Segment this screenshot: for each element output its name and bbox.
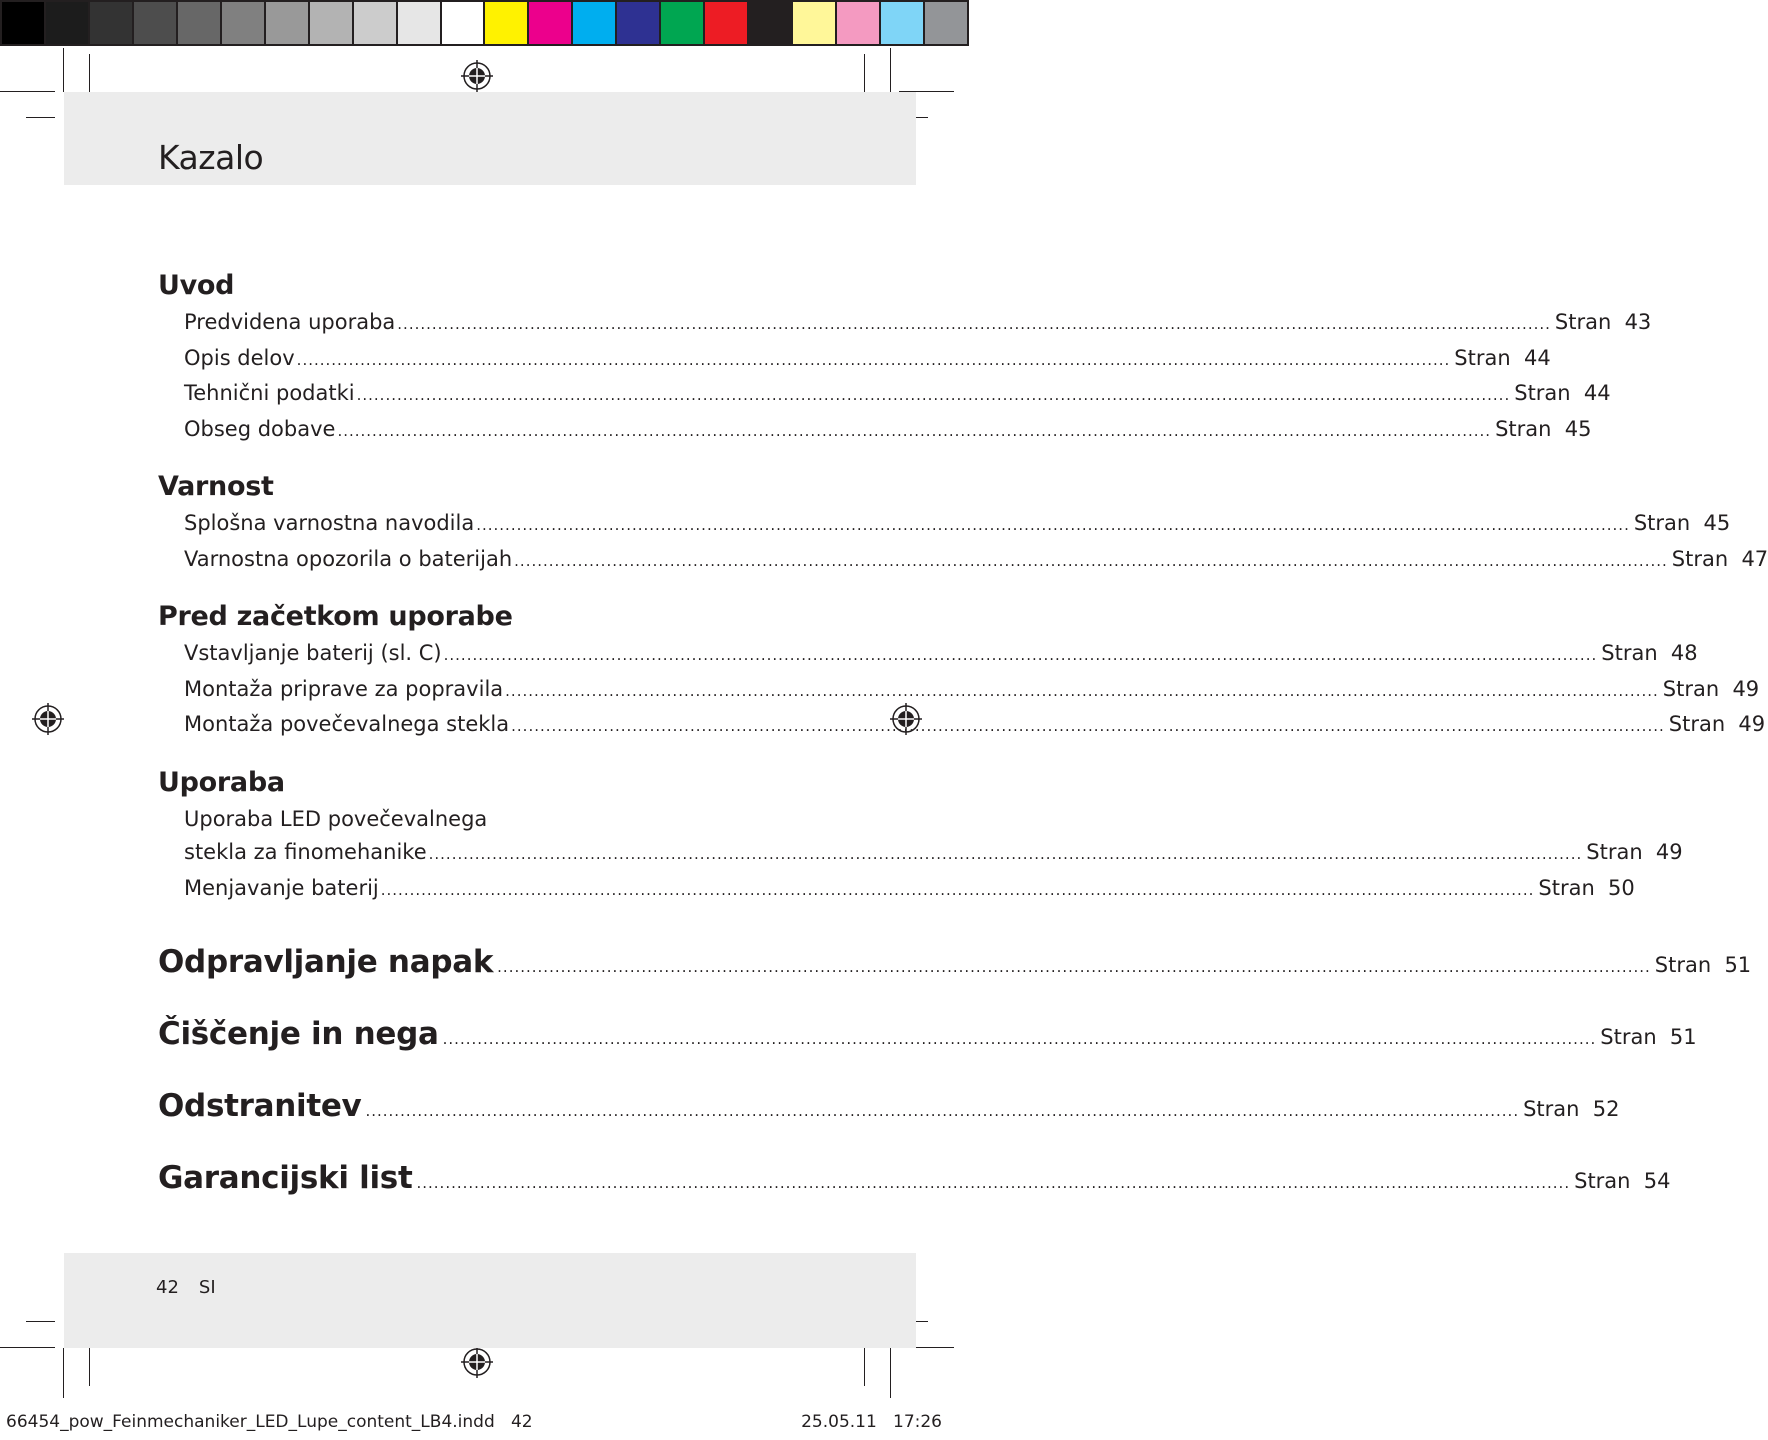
color-swatch xyxy=(835,0,881,46)
page-word: Stran xyxy=(1454,345,1511,370)
toc-entry[interactable] xyxy=(158,872,1635,908)
table-of-contents xyxy=(158,266,1768,1217)
toc-entry[interactable] xyxy=(158,306,1652,342)
crop-mark xyxy=(0,1347,55,1348)
toc-section-uvod xyxy=(158,266,1652,448)
crop-mark xyxy=(890,1348,891,1398)
page-title: Kazalo xyxy=(158,138,264,177)
entry-label: Garancijski list xyxy=(158,1160,413,1196)
page-number: 44 xyxy=(1523,345,1551,370)
dot-leader: ........................................................................................................................................................................................................ xyxy=(443,646,1598,664)
crop-mark xyxy=(63,48,64,92)
entry-page xyxy=(1454,342,1550,376)
color-swatch xyxy=(220,0,266,46)
page-number: 50 xyxy=(1608,875,1635,900)
dot-leader: ........................................................................................................................................................................................................ xyxy=(296,350,1451,369)
page-word: Stran xyxy=(1671,546,1729,571)
color-swatch xyxy=(923,0,969,46)
color-swatch xyxy=(176,0,222,46)
color-swatch xyxy=(483,0,529,46)
toc-section-uporaba xyxy=(158,763,1683,908)
entry-page xyxy=(1495,413,1591,447)
entry-label: Odpravljanje napak xyxy=(158,944,494,980)
spacer xyxy=(158,907,794,929)
entry-label: Čiščenje in nega xyxy=(158,1016,439,1052)
color-swatch xyxy=(396,0,442,46)
toc-entry[interactable] xyxy=(158,708,1766,744)
dot-leader: ........................................................................................................................................................................................................ xyxy=(337,421,1492,440)
toc-section-pred-zacetkom xyxy=(158,597,1766,744)
entry-page xyxy=(1601,637,1697,671)
entry-label: Splošna varnostna navodila xyxy=(184,511,475,535)
registration-mark-icon xyxy=(461,60,493,92)
dot-leader: ........................................................................................................................................................................................................ xyxy=(476,516,1630,534)
crop-mark xyxy=(890,48,891,92)
spacer xyxy=(158,744,794,763)
section-title[interactable]: Pred začetkom uporabe xyxy=(158,601,513,632)
entry-label: Obseg dobave xyxy=(184,416,336,441)
color-swatch xyxy=(527,0,573,46)
toc-entry[interactable] xyxy=(158,377,1611,413)
process-color-bar xyxy=(483,0,967,46)
page-word: Stran xyxy=(1662,676,1720,701)
entry-page xyxy=(1600,1004,1696,1071)
color-swatch xyxy=(132,0,178,46)
spacer xyxy=(158,448,794,467)
color-swatch xyxy=(352,0,398,46)
crop-mark xyxy=(0,91,55,92)
entry-page xyxy=(1634,507,1730,541)
slug-filename: 66454_pow_Feinmechaniker_LED_Lupe_content_LB4.indd 42 xyxy=(6,1412,533,1432)
entry-page xyxy=(1514,377,1610,411)
entry-page xyxy=(1655,932,1751,999)
dot-leader: ........................................................................................................................................................................................................ xyxy=(514,551,1668,570)
page-word: Stran xyxy=(1601,641,1658,665)
dot-leader: ........................................................................................................................................................................................................ xyxy=(380,880,1535,899)
page-word: Stran xyxy=(1654,953,1712,977)
toc-entry[interactable] xyxy=(158,637,1698,673)
page-number: 47 xyxy=(1741,546,1768,571)
entry-label: Menjavanje baterij xyxy=(184,875,379,900)
dot-leader: ........................................................................................................................................................................................................ xyxy=(356,386,1511,404)
page-number: 49 xyxy=(1655,840,1683,864)
registration-mark-icon xyxy=(461,1346,493,1378)
entry-page xyxy=(1555,306,1651,340)
page-number: 45 xyxy=(1703,511,1731,535)
page-number: 45 xyxy=(1564,416,1592,441)
page-word: Stran xyxy=(1495,416,1552,441)
page-word: Stran xyxy=(1514,381,1571,405)
page-word: Stran xyxy=(1600,1025,1657,1049)
page-word: Stran xyxy=(1668,712,1726,736)
page-number: 49 xyxy=(1732,676,1760,701)
toc-entry[interactable] xyxy=(158,507,1731,543)
entry-label: Tehnični podatki xyxy=(184,381,355,405)
color-swatch xyxy=(703,0,749,46)
toc-main-entry[interactable] xyxy=(158,1001,1697,1073)
entry-page xyxy=(1669,708,1765,742)
page-number: 52 xyxy=(1592,1097,1620,1121)
page-number: 54 xyxy=(1643,1169,1671,1193)
crop-mark xyxy=(63,1348,64,1398)
entry-label: Opis delov xyxy=(184,345,295,370)
page-number: 42 xyxy=(156,1277,179,1298)
page-word: Stran xyxy=(1523,1097,1580,1121)
entry-label: Varnostna opozorila o baterijah xyxy=(184,546,513,571)
dot-leader: ........................................................................................................................................................................................................ xyxy=(511,717,1665,735)
entry-page xyxy=(1538,872,1634,906)
entry-page xyxy=(1672,543,1768,577)
dot-leader: ........................................................................................................................................................................................................ xyxy=(428,845,1583,863)
entry-page xyxy=(1574,1148,1670,1215)
toc-entry[interactable] xyxy=(158,836,1683,872)
dot-leader: ........................................................................................................................................................................................................ xyxy=(397,315,1551,333)
color-swatch xyxy=(615,0,661,46)
entry-label: stekla za finomehanike xyxy=(184,840,427,864)
page-word: Stran xyxy=(1574,1169,1631,1193)
dot-leader: ........................................................................................................................................................................................................ xyxy=(442,1030,1597,1048)
spacer xyxy=(158,578,794,597)
page-word: Stran xyxy=(1633,511,1691,535)
entry-page xyxy=(1663,673,1759,707)
toc-entry-line[interactable]: Uporaba LED povečevalnega xyxy=(184,806,488,831)
slug-datetime: 25.05.11 17:26 xyxy=(801,1412,942,1432)
toc-entry[interactable] xyxy=(158,543,1768,579)
color-swatch xyxy=(659,0,705,46)
page-number: 44 xyxy=(1583,381,1611,405)
entry-label: Montaža povečevalnega stekla xyxy=(184,712,510,736)
color-swatch xyxy=(44,0,90,46)
section-title[interactable]: Uvod xyxy=(158,270,235,301)
color-swatch xyxy=(88,0,134,46)
language-code: SI xyxy=(198,1277,216,1298)
toc-main-entry[interactable] xyxy=(158,1145,1671,1217)
page-number: 49 xyxy=(1738,712,1766,736)
section-title[interactable]: Uporaba xyxy=(158,766,285,798)
toc-entry[interactable] xyxy=(158,342,1551,378)
dot-leader: ........................................................................................................................................................................................................ xyxy=(365,1102,1520,1120)
color-swatch xyxy=(264,0,310,46)
crop-mark xyxy=(26,117,55,118)
section-title[interactable]: Varnost xyxy=(158,471,274,502)
page-number: 43 xyxy=(1624,310,1652,334)
entry-label: Predvidena uporaba xyxy=(184,310,396,334)
color-swatch xyxy=(791,0,837,46)
color-swatch xyxy=(747,0,793,46)
page-word: Stran xyxy=(1586,840,1643,864)
entry-page xyxy=(1523,1076,1619,1143)
footer-band xyxy=(64,1253,916,1348)
color-swatch xyxy=(571,0,617,46)
toc-main-entry[interactable] xyxy=(158,929,1752,1001)
page-number: 51 xyxy=(1724,953,1752,977)
dot-leader: ........................................................................................................................................................................................................ xyxy=(497,958,1651,976)
entry-label: Odstranitev xyxy=(158,1088,362,1124)
entry-page xyxy=(1586,836,1682,870)
toc-section-varnost xyxy=(158,467,1768,578)
entry-label: Montaža priprave za popravila xyxy=(184,676,504,701)
color-swatch xyxy=(308,0,354,46)
color-swatch xyxy=(440,0,486,46)
crop-mark xyxy=(26,1321,55,1322)
page-word: Stran xyxy=(1538,875,1595,900)
page-word: Stran xyxy=(1554,310,1612,334)
footer-page-info xyxy=(156,1277,236,1298)
dot-leader: ........................................................................................................................................................................................................ xyxy=(505,681,1659,700)
color-swatch xyxy=(0,0,46,46)
page-number: 51 xyxy=(1669,1025,1697,1049)
grayscale-color-bar xyxy=(0,0,484,46)
toc-main-entry[interactable] xyxy=(158,1073,1620,1145)
registration-mark-icon xyxy=(32,703,64,735)
dot-leader: ........................................................................................................................................................................................................ xyxy=(416,1174,1571,1192)
toc-entry[interactable] xyxy=(158,673,1760,709)
page-number: 48 xyxy=(1670,641,1698,665)
color-swatch xyxy=(879,0,925,46)
entry-label: Vstavljanje baterij (sl. C) xyxy=(184,641,442,665)
toc-entry[interactable] xyxy=(158,413,1592,449)
